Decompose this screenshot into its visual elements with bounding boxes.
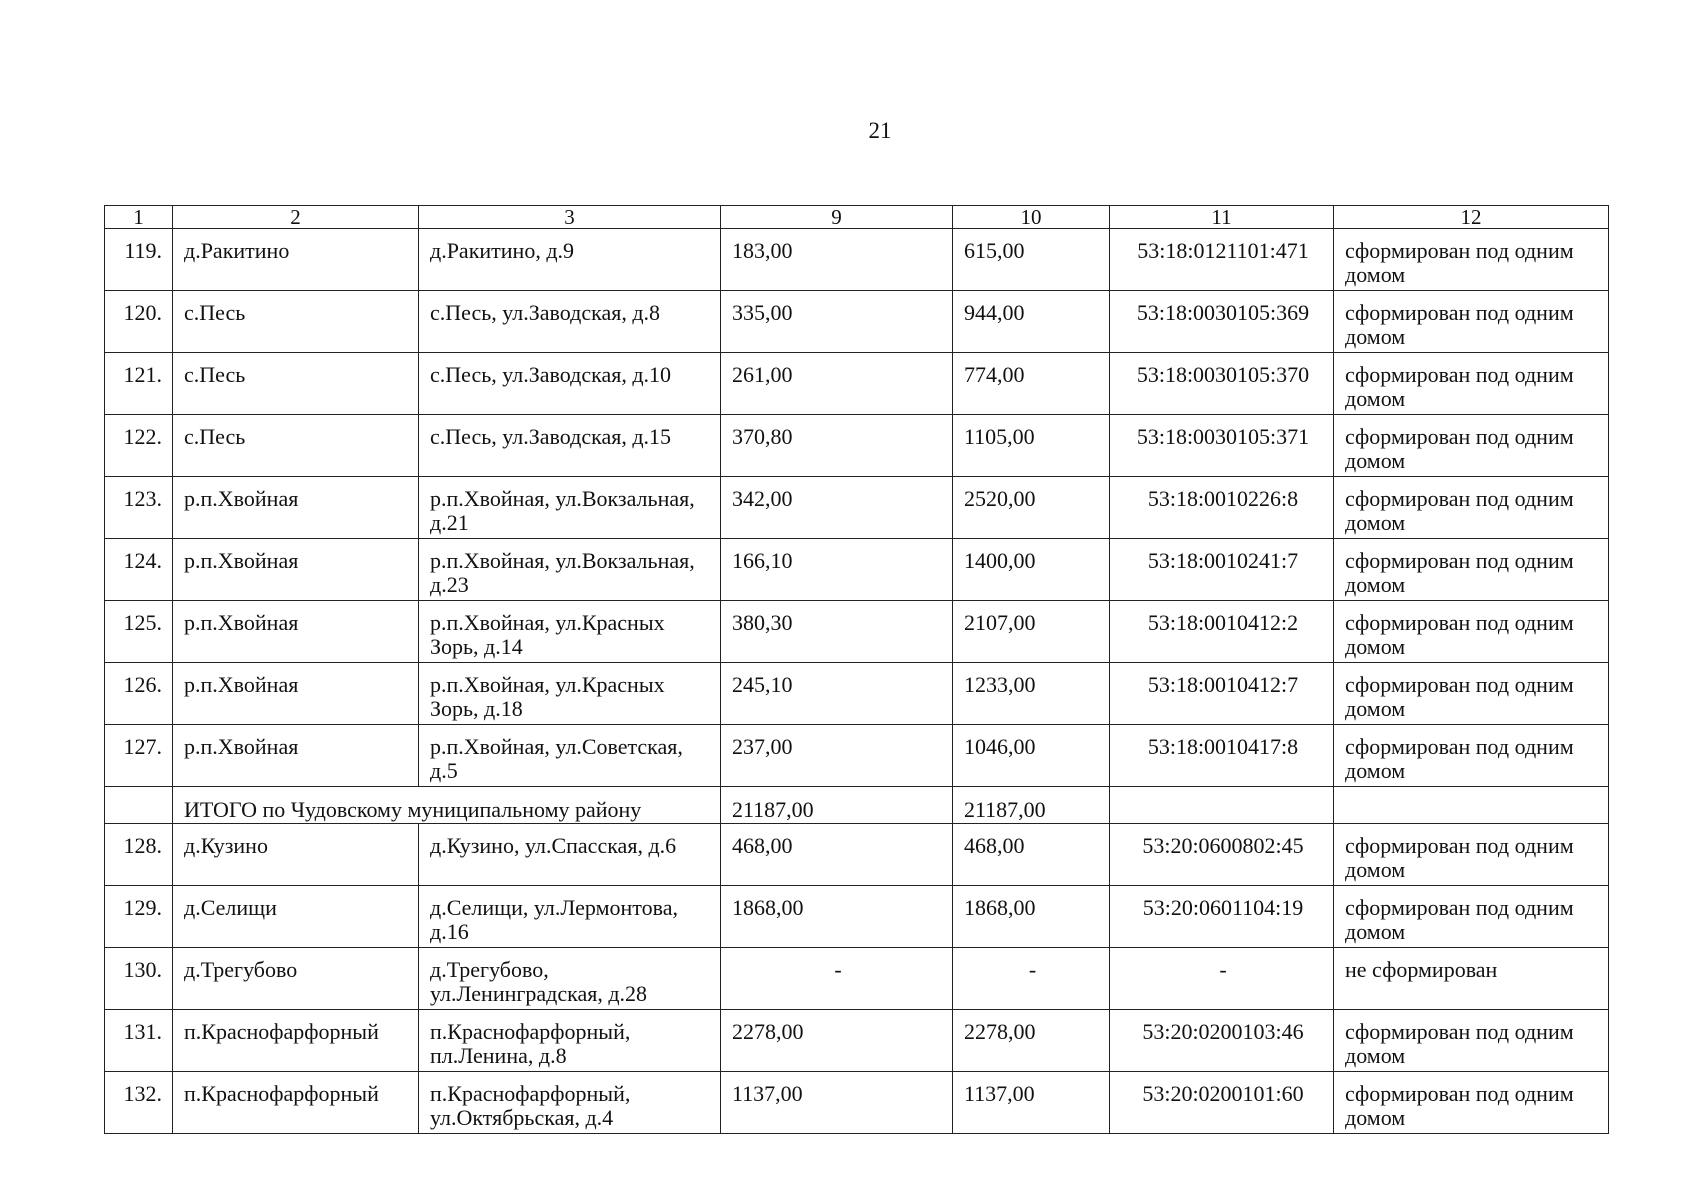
settlement-name: д.Трегубово: [173, 948, 419, 1010]
area-value: 615,00: [953, 229, 1110, 291]
column-header: 1: [105, 206, 173, 229]
area-value: 261,00: [721, 353, 953, 415]
settlement-name: р.п.Хвойная: [173, 663, 419, 725]
cadastral-number: 53:18:0121101:471: [1110, 229, 1334, 291]
table-row: [105, 948, 1609, 1010]
settlement-name: с.Песь: [173, 291, 419, 353]
cadastral-number: 53:18:0030105:370: [1110, 353, 1334, 415]
area-value: 342,00: [721, 477, 953, 539]
area-value: 468,00: [953, 824, 1110, 886]
address: п.Краснофарфорный, ул.Октябрьская, д.4: [419, 1072, 721, 1134]
row-number: 122.: [105, 415, 173, 477]
area-value: 1400,00: [953, 539, 1110, 601]
formation-status: сформирован под одним домом: [1334, 1010, 1609, 1072]
area-value: 944,00: [953, 291, 1110, 353]
cadastral-number: 53:18:0010412:7: [1110, 663, 1334, 725]
row-number: 120.: [105, 291, 173, 353]
table-row: [105, 601, 1609, 663]
formation-status: сформирован под одним домом: [1334, 1072, 1609, 1134]
area-value: 774,00: [953, 353, 1110, 415]
area-value: -: [953, 948, 1110, 1010]
cadastral-number: 53:20:0200103:46: [1110, 1010, 1334, 1072]
address: с.Песь, ул.Заводская, д.10: [419, 353, 721, 415]
settlement-name: с.Песь: [173, 415, 419, 477]
row-number: 127.: [105, 725, 173, 787]
settlement-name: д.Ракитино: [173, 229, 419, 291]
land-plot-register-table: [104, 205, 1609, 1134]
row-number: 131.: [105, 1010, 173, 1072]
area-value: 468,00: [721, 824, 953, 886]
settlement-name: д.Кузино: [173, 824, 419, 886]
row-number: 119.: [105, 229, 173, 291]
area-value: 2278,00: [953, 1010, 1110, 1072]
settlement-name: п.Краснофарфорный: [173, 1010, 419, 1072]
table-row: [105, 291, 1609, 353]
status-cell: [1334, 787, 1609, 824]
row-number: 129.: [105, 886, 173, 948]
row-number-cell: [105, 787, 173, 824]
formation-status: сформирован под одним домом: [1334, 415, 1609, 477]
row-number: 132.: [105, 1072, 173, 1134]
cadastral-number: 53:20:0200101:60: [1110, 1072, 1334, 1134]
row-number: 121.: [105, 353, 173, 415]
table-row: [105, 415, 1609, 477]
area-value: 2107,00: [953, 601, 1110, 663]
address: д.Кузино, ул.Спасская, д.6: [419, 824, 721, 886]
cadastral-number: 53:18:0010412:2: [1110, 601, 1334, 663]
area-value: -: [721, 948, 953, 1010]
address: с.Песь, ул.Заводская, д.8: [419, 291, 721, 353]
column-header: 3: [419, 206, 721, 229]
formation-status: сформирован под одним домом: [1334, 477, 1609, 539]
row-number: 130.: [105, 948, 173, 1010]
area-value: 183,00: [721, 229, 953, 291]
cadastral-number: 53:18:0010241:7: [1110, 539, 1334, 601]
total-label: ИТОГО по Чудовскому муниципальному району: [173, 787, 721, 824]
column-header: 12: [1334, 206, 1609, 229]
column-header: 10: [953, 206, 1110, 229]
formation-status: сформирован под одним домом: [1334, 601, 1609, 663]
area-value: 1046,00: [953, 725, 1110, 787]
cadastral-number: [1110, 787, 1334, 824]
cadastral-number: -: [1110, 948, 1334, 1010]
settlement-name: р.п.Хвойная: [173, 477, 419, 539]
formation-status: сформирован под одним домом: [1334, 229, 1609, 291]
table-row: [105, 824, 1609, 886]
address: с.Песь, ул.Заводская, д.15: [419, 415, 721, 477]
cadastral-number: 53:20:0600802:45: [1110, 824, 1334, 886]
address: р.п.Хвойная, ул.Советская, д.5: [419, 725, 721, 787]
table-row: [105, 1072, 1609, 1134]
area-value: 1105,00: [953, 415, 1110, 477]
row-number: 125.: [105, 601, 173, 663]
area-value: 1868,00: [953, 886, 1110, 948]
formation-status: сформирован под одним домом: [1334, 824, 1609, 886]
table-row: [105, 886, 1609, 948]
page-number: 21: [868, 118, 892, 143]
cadastral-number: 53:18:0010226:8: [1110, 477, 1334, 539]
table-row: [105, 477, 1609, 539]
address: д.Ракитино, д.9: [419, 229, 721, 291]
row-number: 126.: [105, 663, 173, 725]
settlement-name: п.Краснофарфорный: [173, 1072, 419, 1134]
area-value: 237,00: [721, 725, 953, 787]
area-value: 21187,00: [953, 787, 1110, 824]
area-value: 1233,00: [953, 663, 1110, 725]
formation-status: не сформирован: [1334, 948, 1609, 1010]
area-value: 2520,00: [953, 477, 1110, 539]
row-number: 123.: [105, 477, 173, 539]
table-row: [105, 229, 1609, 291]
cadastral-number: 53:20:0601104:19: [1110, 886, 1334, 948]
table-row: [105, 725, 1609, 787]
area-value: 335,00: [721, 291, 953, 353]
address: р.п.Хвойная, ул.Красных Зорь, д.18: [419, 663, 721, 725]
address: д.Трегубово, ул.Ленинградская, д.28: [419, 948, 721, 1010]
area-value: 166,10: [721, 539, 953, 601]
settlement-name: р.п.Хвойная: [173, 539, 419, 601]
address: д.Селищи, ул.Лермонтова, д.16: [419, 886, 721, 948]
area-value: 370,80: [721, 415, 953, 477]
table-row: [105, 353, 1609, 415]
formation-status: сформирован под одним домом: [1334, 353, 1609, 415]
area-value: 1137,00: [953, 1072, 1110, 1134]
address: п.Краснофарфорный, пл.Ленина, д.8: [419, 1010, 721, 1072]
row-number: 128.: [105, 824, 173, 886]
area-value: 2278,00: [721, 1010, 953, 1072]
area-value: 245,10: [721, 663, 953, 725]
address: р.п.Хвойная, ул.Вокзальная, д.23: [419, 539, 721, 601]
formation-status: сформирован под одним домом: [1334, 725, 1609, 787]
row-number: 124.: [105, 539, 173, 601]
area-value: 380,30: [721, 601, 953, 663]
settlement-name: с.Песь: [173, 353, 419, 415]
cadastral-number: 53:18:0010417:8: [1110, 725, 1334, 787]
settlement-name: р.п.Хвойная: [173, 601, 419, 663]
address: р.п.Хвойная, ул.Вокзальная, д.21: [419, 477, 721, 539]
formation-status: сформирован под одним домом: [1334, 291, 1609, 353]
formation-status: сформирован под одним домом: [1334, 663, 1609, 725]
cadastral-number: 53:18:0030105:371: [1110, 415, 1334, 477]
area-value: 1868,00: [721, 886, 953, 948]
table-row: [105, 663, 1609, 725]
settlement-name: р.п.Хвойная: [173, 725, 419, 787]
column-number-header-row: [105, 206, 1609, 229]
formation-status: сформирован под одним домом: [1334, 539, 1609, 601]
area-value: 21187,00: [721, 787, 953, 824]
column-header: 11: [1110, 206, 1334, 229]
address: р.п.Хвойная, ул.Красных Зорь, д.14: [419, 601, 721, 663]
cadastral-number: 53:18:0030105:369: [1110, 291, 1334, 353]
table-row: [105, 1010, 1609, 1072]
settlement-name: д.Селищи: [173, 886, 419, 948]
column-header: 2: [173, 206, 419, 229]
column-header: 9: [721, 206, 953, 229]
formation-status: сформирован под одним домом: [1334, 886, 1609, 948]
total-row: [105, 787, 1609, 824]
table-row: [105, 539, 1609, 601]
area-value: 1137,00: [721, 1072, 953, 1134]
